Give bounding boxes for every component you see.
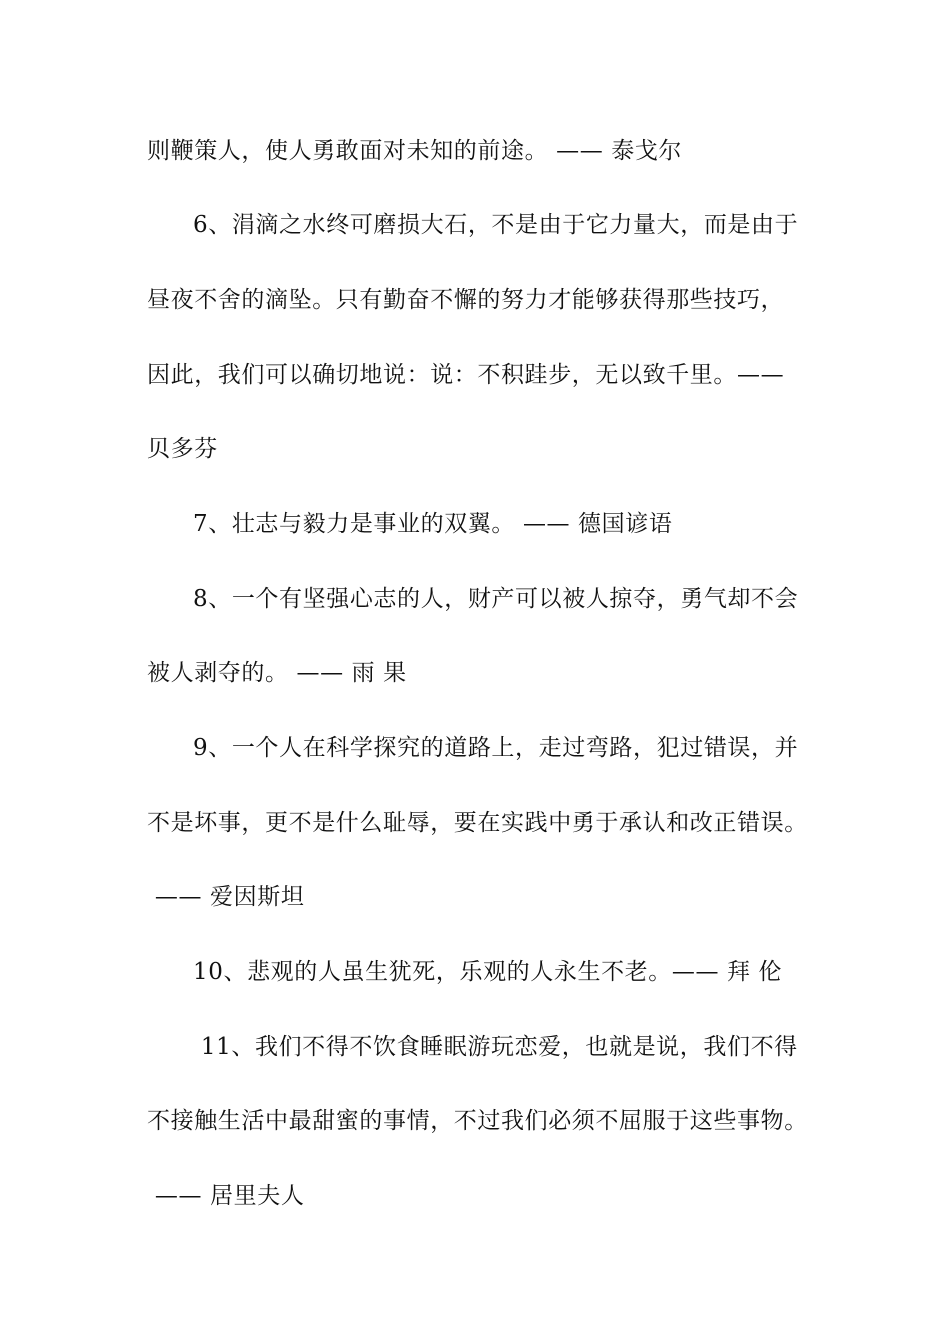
quote-7-line: 7、壮志与毅力是事业的双翼。 —— 德国谚语 bbox=[193, 511, 673, 537]
quote-6-line: 6、涓滴之水终可磨损大石，不是由于它力量大，而是由于 bbox=[193, 212, 799, 238]
quote-11-line: 11、我们不得不饮食睡眠游玩恋爱，也就是说，我们不得 bbox=[193, 1034, 798, 1060]
text-line: 因此，我们可以确切地说：说：不积跬步，无以致千里。—— bbox=[147, 362, 785, 388]
text-line: —— 居里夫人 bbox=[147, 1183, 305, 1209]
quote-9-line: 9、一个人在科学探究的道路上，走过弯路，犯过错误，并 bbox=[193, 735, 799, 761]
text-line: 昼夜不舍的滴坠。只有勤奋不懈的努力才能够获得那些技巧， bbox=[147, 287, 785, 313]
text-line: 不是坏事，更不是什么耻辱，要在实践中勇于承认和改正错误。 bbox=[147, 810, 808, 836]
text-line: —— 爱因斯坦 bbox=[147, 884, 305, 910]
text-line: 贝多芬 bbox=[147, 436, 218, 462]
text-line: 被人剥夺的。 —— 雨 果 bbox=[147, 660, 407, 686]
text-line: 不接触生活中最甜蜜的事情，不过我们必须不屈服于这些事物。 bbox=[147, 1108, 808, 1134]
text-line: 则鞭策人，使人勇敢面对未知的前途。 —— 泰戈尔 bbox=[147, 138, 683, 164]
quote-10-line: 10、悲观的人虽生犹死，乐观的人永生不老。—— 拜 伦 bbox=[193, 959, 783, 985]
quote-8-line: 8、一个有坚强心志的人，财产可以被人掠夺，勇气却不会 bbox=[193, 586, 799, 612]
